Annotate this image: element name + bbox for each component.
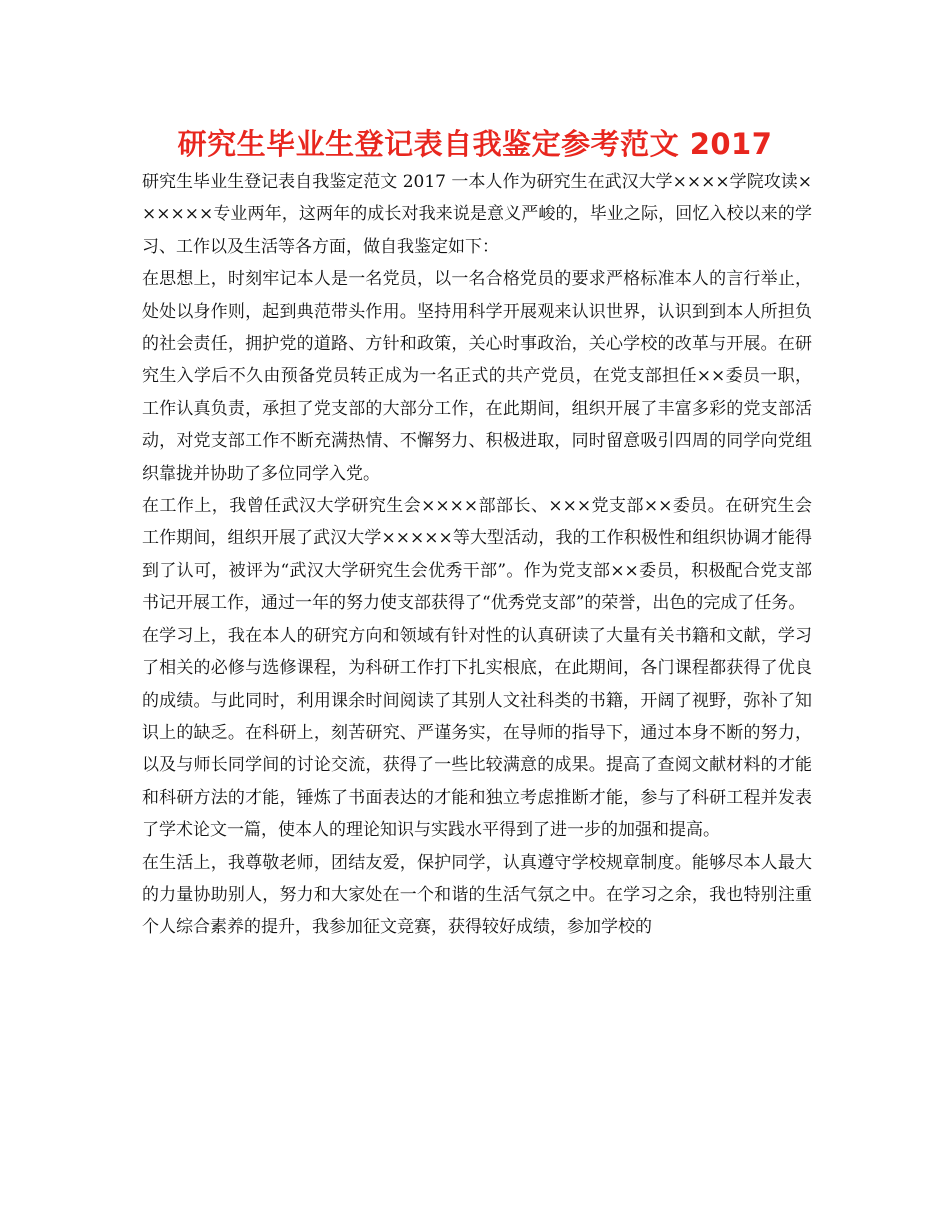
document-body bbox=[142, 166, 812, 944]
paragraph-life: 在生活上，我尊敬老师，团结友爱，保护同学，认真遵守学校规章制度。能够尽本人最大的力量协助别人，努力和大家处在一个和谐的生活气氛之中。在学习之余，我也特别注重个人综合素养的提升，我参加征文竞赛，获得较好成绩，参加学校的 bbox=[142, 852, 812, 938]
paragraph-work: 在工作上，我曾任武汉大学研究生会××××部部长、×××党支部××委员。在研究生会工作期间，组织开展了武汉大学×××××等大型活动，我的工作积极性和组织协调才能得到了认可，被评为“武汉大学研究生会优秀干部”。作为党支部××委员，积极配合党支部书记开展工作，通过一年的努力使支部获得了“优秀党支部”的荣誉，出色的完成了任务。 bbox=[142, 496, 812, 614]
paragraph-ideology: 在思想上，时刻牢记本人是一名党员，以一名合格党员的要求严格标准本人的言行举止，处处以身作则，起到典范带头作用。坚持用科学开展观来认识世界，认识到到本人所担负的社会责任，拥护党的道路、方针和政策，关心时事政治，关心学校的改革与开展。在研究生入学后不久由预备党员转正成为一名正式的共产党员，在党支部担任××委员一职，工作认真负责，承担了党支部的大部分工作，在此期间，组织开展了丰富多彩的党支部活动，对党支部工作不断充满热情、不懈努力、积极进取，同时留意吸引四周的同学向党组织靠拢并协助了多位同学入党。 bbox=[142, 269, 812, 484]
paragraph-study: 在学习上，我在本人的研究方向和领域有针对性的认真研读了大量有关书籍和文献，学习了相关的必修与选修课程，为科研工作打下扎实根底，在此期间，各门课程都获得了优良的成绩。与此同时，利用课余时间阅读了其别人文社科类的书籍，开阔了视野，弥补了知识上的缺乏。在科研上，刻苦研究、严谨务实，在导师的指导下，通过本身不断的努力，以及与师长同学间的讨论交流，获得了一些比较满意的成果。提高了查阅文献材料的才能和科研方法的才能，锤炼了书面表达的才能和独立考虑推断才能，参与了科研工程并发表了学术论文一篇，使本人的理论知识与实践水平得到了进一步的加强和提高。 bbox=[142, 625, 812, 841]
document-title: 研究生毕业生登记表自我鉴定参考范文 2017 bbox=[177, 127, 773, 161]
paragraph-intro: 研究生毕业生登记表自我鉴定范文 2017 一本人作为研究生在武汉大学××××学院攻读××××××专业两年，这两年的成长对我来说是意义严峻的，毕业之际，回忆入校以来的学习、工作以及生活等各方面，做自我鉴定如下： bbox=[142, 172, 812, 257]
